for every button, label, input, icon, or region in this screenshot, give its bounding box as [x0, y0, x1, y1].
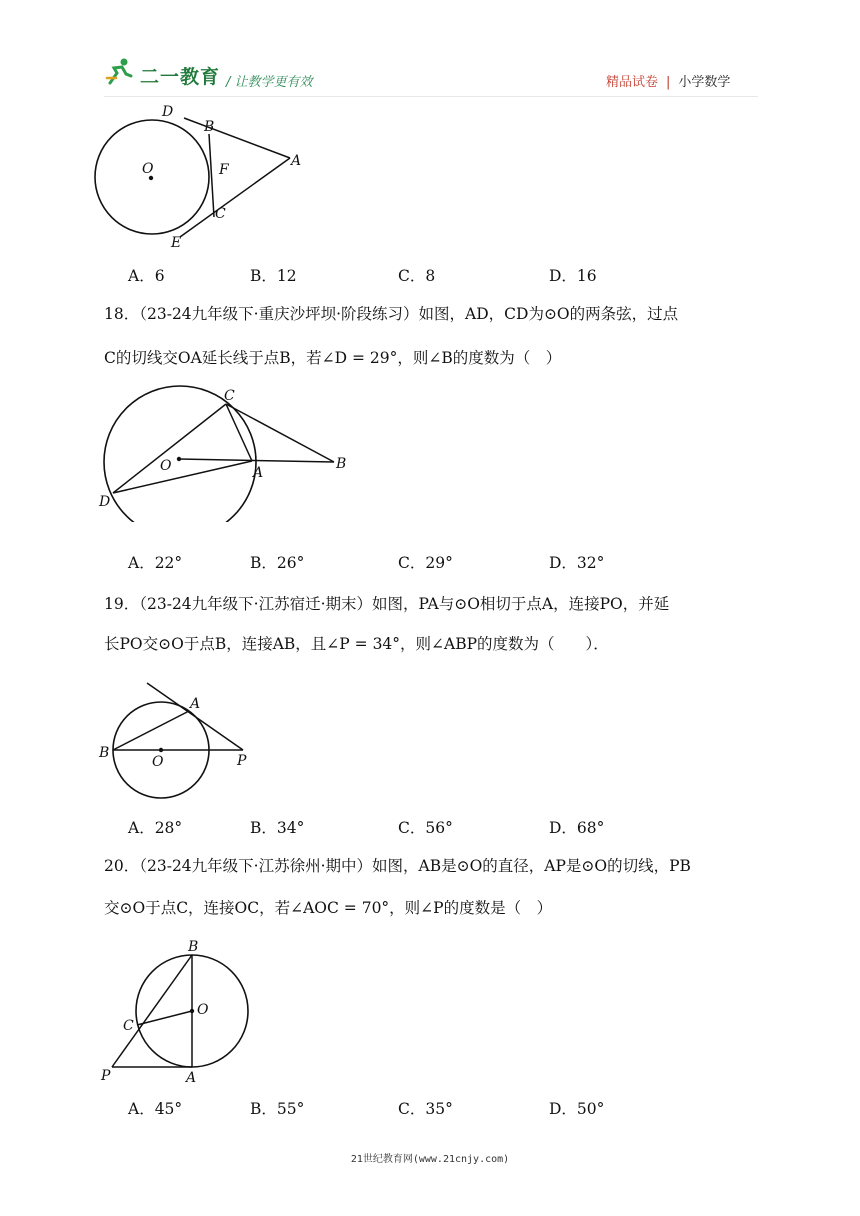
header-separator: | — [666, 75, 671, 90]
q18-option-b: B．26° — [250, 554, 305, 572]
q20-source: （23-24九年级下·江苏徐州·期中） — [139, 857, 373, 875]
q20-line-1 — [104, 856, 764, 876]
subject-label: 小学数学 — [678, 75, 731, 90]
q19-source: （23-24九年级下·江苏宿迁·期末） — [139, 595, 373, 613]
page-footer: 21世纪教育网(www.21cnjy.com) — [350, 1154, 510, 1165]
q20-text-2: 交⊙O于点C，连接OC，若∠AOC = 70°，则∠P的度数是（ ） — [104, 899, 553, 917]
q19-option-d: D．68° — [549, 819, 605, 837]
q19-stem — [104, 594, 764, 654]
slogan: / 让教学更有效 — [226, 75, 313, 90]
q18-label-b: B — [336, 456, 347, 472]
q19-option-a: A．28° — [128, 819, 183, 837]
q20-label-b: B — [188, 939, 199, 955]
q18-option-a: A．22° — [128, 554, 183, 572]
header-subject-block — [606, 71, 730, 90]
q19-option-c: C．56° — [398, 819, 453, 837]
q19-text-1: 如图，PA与⊙O相切于点A，连接PO，并延 — [372, 595, 670, 613]
q19-text-2: 长PO交⊙O于点B，连接AB，且∠P = 34°，则∠ABP的度数为（ ）． — [104, 635, 609, 653]
q17-label-f: F — [219, 162, 229, 178]
q19-number: 19． — [104, 595, 140, 613]
q17-label-e: E — [171, 235, 182, 250]
q18-chord-ca — [226, 404, 252, 461]
q18-stem — [104, 304, 764, 368]
q19-chord-ba — [113, 711, 189, 750]
q18-label-c: C — [224, 388, 235, 404]
header-divider — [104, 96, 758, 97]
q18-tangent-cb — [226, 404, 334, 462]
q19-label-b: B — [99, 745, 110, 761]
q19-tangent-pa — [147, 683, 243, 750]
q17-label-a: A — [291, 153, 302, 169]
q17-label-b: B — [204, 119, 215, 135]
runner-logo-icon — [104, 56, 134, 86]
q20-option-c: C．35° — [398, 1100, 453, 1118]
q20-label-c: C — [123, 1018, 134, 1034]
q18-line-1 — [104, 304, 764, 324]
q18-text-2: C的切线交OA延长线于点B，若∠D = 29°，则∠B的度数为（ ） — [104, 349, 562, 367]
q18-text-1: 如图，AD，CD为⊙O的两条弦，过点 — [418, 305, 679, 323]
logo-text: 二一教育 — [140, 66, 221, 88]
q19-option-b: B．34° — [250, 819, 305, 837]
q18-figure — [96, 382, 356, 522]
q18-source: （23-24九年级下·重庆沙坪坝·阶段练习） — [139, 305, 419, 323]
q17-option-b: B．12 — [250, 267, 297, 285]
q17-tangent-ac — [180, 158, 290, 237]
q18-label-o: O — [160, 458, 172, 474]
q17-option-d: D．16 — [549, 267, 597, 285]
q17-option-c: C．8 — [398, 267, 436, 285]
q20-label-a: A — [186, 1070, 197, 1086]
q18-number: 18． — [104, 305, 140, 323]
q20-label-o: O — [197, 1002, 209, 1018]
q18-label-a: A — [253, 465, 264, 481]
q19-label-a: A — [190, 696, 201, 712]
category-label: 精品试卷 — [606, 75, 659, 90]
q20-radius-oc — [137, 1011, 192, 1025]
q18-label-d: D — [99, 494, 111, 510]
q20-option-a: A．45° — [128, 1100, 183, 1118]
q20-figure — [96, 936, 256, 1088]
q17-figure — [94, 100, 314, 250]
q18-option-d: D．32° — [549, 554, 605, 572]
q17-label-c: C — [215, 206, 226, 222]
q20-option-b: B．55° — [250, 1100, 305, 1118]
q19-label-p: P — [237, 753, 247, 769]
q20-text-1: 如图，AB是⊙O的直径，AP是⊙O的切线，PB — [372, 857, 691, 875]
q19-figure — [96, 676, 266, 806]
q20-option-d: D．50° — [549, 1100, 605, 1118]
q17-label-d: D — [162, 104, 174, 120]
q17-label-o: O — [142, 161, 154, 177]
q17-option-a: A．6 — [128, 267, 165, 285]
q19-line-1 — [104, 594, 764, 614]
q18-option-c: C．29° — [398, 554, 453, 572]
q18-circle — [104, 386, 256, 522]
q20-label-p: P — [101, 1068, 111, 1084]
q19-label-o: O — [152, 754, 164, 770]
q20-stem — [104, 856, 764, 918]
q17-tangent-ab — [184, 118, 290, 158]
q20-number: 20． — [104, 857, 140, 875]
